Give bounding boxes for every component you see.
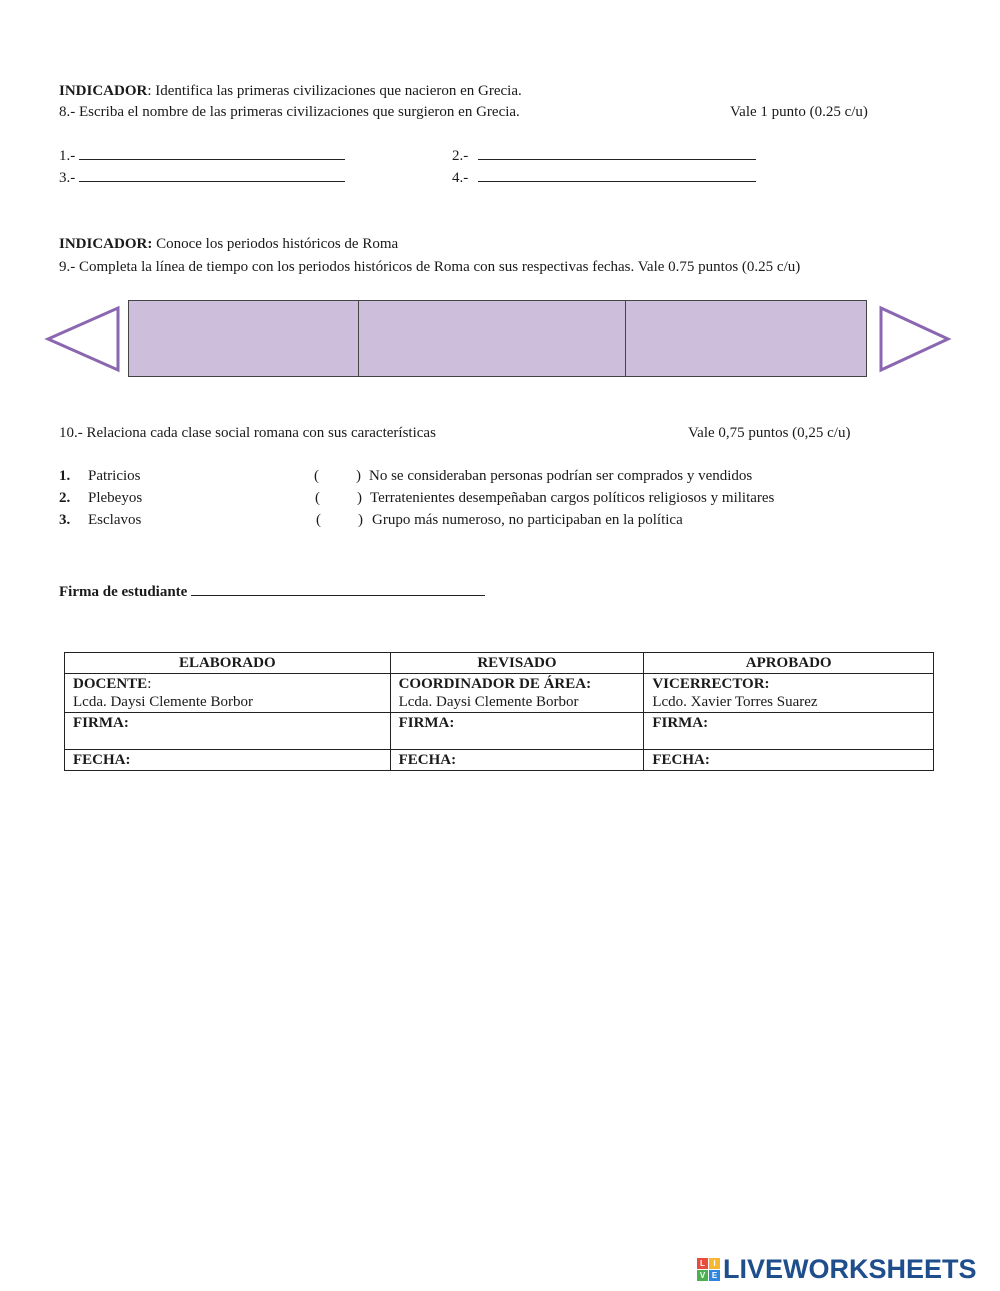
- table-row: [65, 750, 934, 771]
- q8-indicator: [59, 82, 522, 100]
- fecha-cell-3[interactable]: [644, 750, 934, 771]
- class-item-3: [59, 511, 70, 529]
- header-revisado: REVISADO: [390, 653, 644, 674]
- cell-coordinador: [390, 674, 644, 713]
- class-item-1: [59, 467, 70, 485]
- timeline-left-arrow-icon: [44, 305, 124, 373]
- firma-label: FIRMA:: [73, 715, 129, 731]
- timeline: [128, 300, 867, 377]
- table-row: [65, 653, 934, 674]
- q8-question: 8.- Escriba el nombre de las primeras civilizaciones que surgieron en Grecia.: [59, 104, 520, 120]
- fecha-cell-1[interactable]: [65, 750, 391, 771]
- q8-score: Vale 1 punto (0.25 c/u): [730, 104, 868, 120]
- fecha-label: FECHA:: [73, 752, 131, 768]
- characteristic-2: Terratenientes desempeñaban cargos políticos religiosos y militares: [370, 490, 775, 506]
- logo-letter: I: [709, 1258, 720, 1269]
- fecha-cell-2[interactable]: [390, 750, 644, 771]
- timeline-period-1[interactable]: [129, 301, 359, 376]
- role-suffix: :: [147, 676, 152, 692]
- header-elaborado: ELABORADO: [65, 653, 391, 674]
- q9-question: 9.- Completa la línea de tiempo con los periodos históricos de Roma con sus respectivas fechas. Vale 0.75 puntos (0.25 c/u): [59, 259, 801, 275]
- class-item-2: [59, 489, 70, 507]
- characteristic-1: No se consideraban personas podrían ser comprados y vendidos: [369, 468, 753, 484]
- match-paren-open-2[interactable]: (: [315, 490, 320, 506]
- answer-number: 2.-: [452, 148, 469, 164]
- role-label: VICERRECTOR:: [652, 676, 770, 692]
- firma-cell-2[interactable]: [390, 713, 644, 750]
- student-signature: [59, 583, 485, 601]
- q9-indicator-text: Conoce los periodos históricos de Roma: [152, 236, 399, 252]
- q8-answer-4: [452, 169, 756, 187]
- timeline-period-2[interactable]: [359, 301, 626, 376]
- class-number: 2.: [59, 490, 71, 506]
- answer-line-3[interactable]: [79, 169, 345, 182]
- fecha-label: FECHA:: [398, 752, 457, 768]
- logo-letter: L: [697, 1258, 708, 1269]
- answer-number: 4.-: [452, 170, 469, 186]
- characteristic-3: Grupo más numeroso, no participaban en la política: [372, 512, 683, 528]
- q8-answer-3: [59, 169, 345, 187]
- person-name: Lcda. Daysi Clemente Borbor: [73, 694, 253, 710]
- q9-indicator-label: INDICADOR:: [59, 236, 153, 252]
- class-name-3: Esclavos: [88, 512, 142, 528]
- logo-mark-icon: [697, 1258, 720, 1281]
- answer-line-1[interactable]: [79, 147, 345, 160]
- firma-label: FIRMA:: [398, 715, 455, 731]
- answer-line-4[interactable]: [478, 169, 756, 182]
- timeline-period-3[interactable]: [626, 301, 866, 376]
- q10-score: Vale 0,75 puntos (0,25 c/u): [688, 425, 851, 441]
- timeline-right-arrow-icon: [876, 305, 954, 373]
- logo-letter: V: [697, 1270, 708, 1281]
- table-row: [65, 713, 934, 750]
- answer-line-2[interactable]: [478, 147, 756, 160]
- liveworksheets-logo: [697, 1254, 977, 1285]
- class-number: 1.: [59, 468, 71, 484]
- person-name: Lcdo. Xavier Torres Suarez: [652, 694, 818, 710]
- match-paren-open-3[interactable]: (: [316, 512, 321, 528]
- q9-indicator: [59, 235, 398, 253]
- q8-indicator-text: : Identifica las primeras civilizaciones que nacieron en Grecia.: [147, 83, 522, 99]
- fecha-label: FECHA:: [652, 752, 710, 768]
- logo-text: LIVEWORKSHEETS: [723, 1254, 977, 1284]
- person-name: Lcda. Daysi Clemente Borbor: [398, 694, 579, 710]
- match-paren-close-1: ): [356, 468, 361, 484]
- class-name-2: Plebeyos: [88, 490, 143, 506]
- match-paren-open-1[interactable]: (: [314, 468, 319, 484]
- cell-vicerrector: [644, 674, 934, 713]
- answer-number: 3.-: [59, 170, 76, 186]
- match-paren-close-2: ): [357, 490, 362, 506]
- firma-label: FIRMA:: [652, 715, 709, 731]
- role-label: COORDINADOR DE ÁREA:: [398, 676, 592, 692]
- signature-line[interactable]: [191, 583, 485, 596]
- class-name-1: Patricios: [88, 468, 141, 484]
- q8-answer-1: [59, 147, 345, 165]
- q8-indicator-label: INDICADOR: [59, 83, 148, 99]
- q10-question: 10.- Relaciona cada clase social romana con sus características: [59, 425, 436, 441]
- firma-cell-1[interactable]: [65, 713, 391, 750]
- logo-letter: E: [709, 1270, 720, 1281]
- signature-label: Firma de estudiante: [59, 584, 188, 600]
- firma-cell-3[interactable]: [644, 713, 934, 750]
- match-paren-close-3: ): [358, 512, 363, 528]
- q8-answer-2: [452, 147, 756, 165]
- header-aprobado: APROBADO: [644, 653, 934, 674]
- cell-docente: [65, 674, 391, 713]
- class-number: 3.: [59, 512, 71, 528]
- table-row: [65, 674, 934, 713]
- signoff-table: [64, 652, 934, 771]
- answer-number: 1.-: [59, 148, 76, 164]
- role-label: DOCENTE: [73, 676, 148, 692]
